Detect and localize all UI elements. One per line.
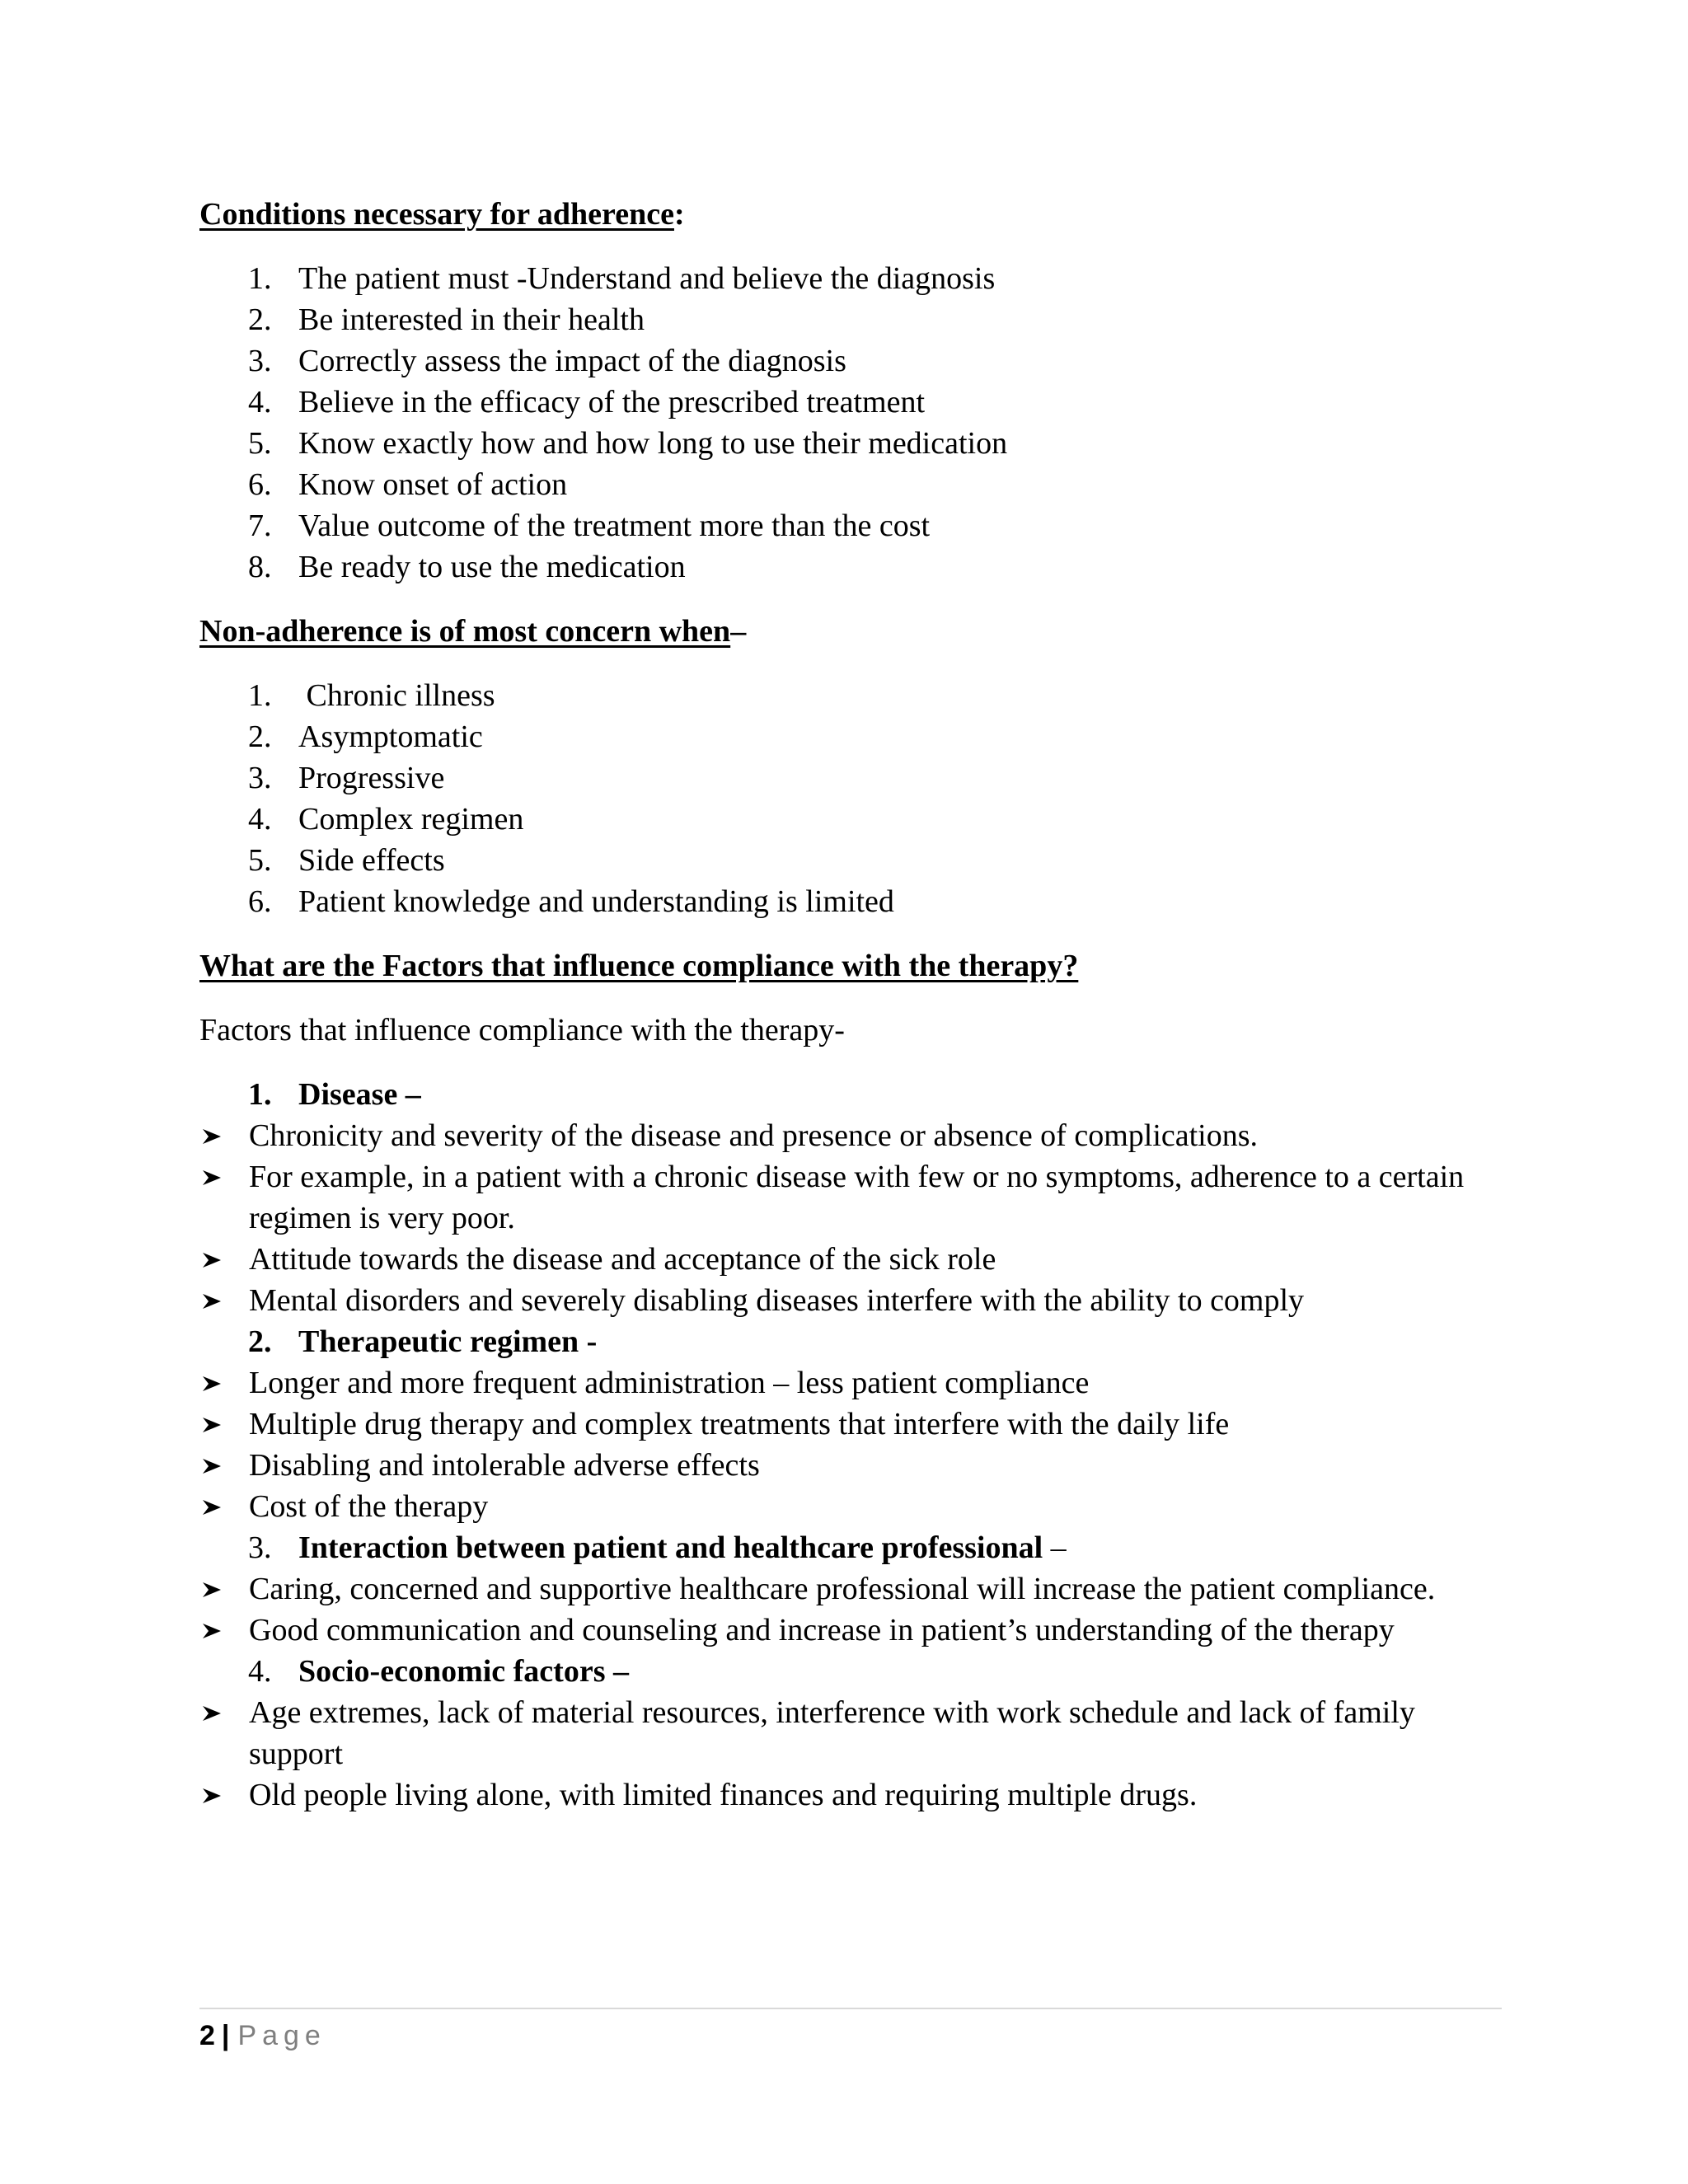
factor-heading-patient-professional-interaction: 3. Interaction between patient and healthcare professional – (248, 1530, 1067, 1565)
adherence-conditions-list (199, 258, 1502, 588)
list-item: 7. Value outcome of the treatment more than the cost (248, 509, 931, 543)
list-item: 1. The patient must -Understand and believe the diagnosis (248, 261, 996, 296)
page-label: Page (237, 2020, 326, 2051)
arrowhead-bullet-icon (199, 1239, 232, 1280)
list-item: 8. Be ready to use the medication (248, 550, 686, 584)
arrowhead-bullet-icon (199, 1486, 232, 1527)
arrowhead-bullet-icon (199, 1445, 232, 1486)
list-item: 3. Correctly assess the impact of the diagnosis (248, 344, 846, 378)
arrowhead-bullet-icon (199, 1692, 232, 1733)
bullet-item: Chronicity and severity of the disease and presence or absence of complications. (199, 1115, 1502, 1156)
bullet-item: Cost of the therapy (199, 1486, 1502, 1527)
arrowhead-bullet-icon (199, 1115, 232, 1156)
factor-heading-therapeutic-regimen: 2. Therapeutic regimen - (248, 1324, 598, 1359)
page-content (199, 194, 1502, 1816)
list-item: 2. Be interested in their health (248, 302, 645, 337)
factors-list (199, 1074, 1502, 1816)
footer-separator: | (221, 2020, 230, 2051)
list-item: 3. Progressive (248, 761, 445, 795)
bullet-item: Age extremes, lack of material resources, interference with work schedule and lack of family support (199, 1692, 1502, 1774)
list-item: 4. Complex regimen (248, 802, 524, 837)
list-item: 6. Know onset of action (248, 467, 568, 502)
non-adherence-list (199, 675, 1502, 922)
section-heading-non-adherence: Non-adherence is of most concern when– (199, 614, 747, 649)
bullet-item: Attitude towards the disease and acceptance of the sick role (199, 1239, 1502, 1280)
arrowhead-bullet-icon (199, 1404, 232, 1445)
bullet-item: Good communication and counseling and increase in patient’s understanding of the therapy (199, 1610, 1502, 1651)
arrowhead-bullet-icon (199, 1568, 232, 1610)
bullet-item: Disabling and intolerable adverse effects (199, 1445, 1502, 1486)
list-item: 4. Believe in the efficacy of the prescribed treatment (248, 385, 925, 419)
page-footer (199, 2018, 326, 2054)
list-item: 6. Patient knowledge and understanding is limited (248, 884, 894, 919)
arrowhead-bullet-icon (199, 1280, 232, 1321)
arrowhead-bullet-icon (199, 1774, 232, 1816)
bullet-item: Caring, concerned and supportive healthcare professional will increase the patient compliance. (199, 1568, 1502, 1610)
section-heading-compliance-factors: What are the Factors that influence compliance with the therapy? (199, 949, 1079, 983)
bullet-item: Multiple drug therapy and complex treatments that interfere with the daily life (199, 1404, 1502, 1445)
list-item: 5. Side effects (248, 843, 445, 878)
compliance-factors-intro: Factors that influence compliance with the therapy- (199, 1013, 845, 1047)
bullet-item: Longer and more frequent administration – less patient compliance (199, 1362, 1502, 1404)
arrowhead-bullet-icon (199, 1610, 232, 1651)
section-heading-adherence-conditions: Conditions necessary for adherence: (199, 197, 685, 232)
bullet-item: Mental disorders and severely disabling diseases interfere with the ability to comply (199, 1280, 1502, 1321)
list-item: 2. Asymptomatic (248, 719, 483, 754)
factor-heading-disease: 1. Disease – (248, 1077, 421, 1112)
bullet-item: Old people living alone, with limited finances and requiring multiple drugs. (199, 1774, 1502, 1816)
page-number: 2 (199, 2020, 215, 2051)
list-item: 5. Know exactly how and how long to use their medication (248, 426, 1008, 461)
list-item: 1. Chronic illness (248, 678, 495, 713)
arrowhead-bullet-icon (199, 1362, 232, 1404)
factor-heading-socio-economic: 4. Socio-economic factors – (248, 1654, 629, 1689)
bullet-item: For example, in a patient with a chronic disease with few or no symptoms, adherence to a certain regimen is very poor. (199, 1156, 1502, 1239)
arrowhead-bullet-icon (199, 1156, 232, 1197)
footer-divider (199, 2008, 1502, 2009)
